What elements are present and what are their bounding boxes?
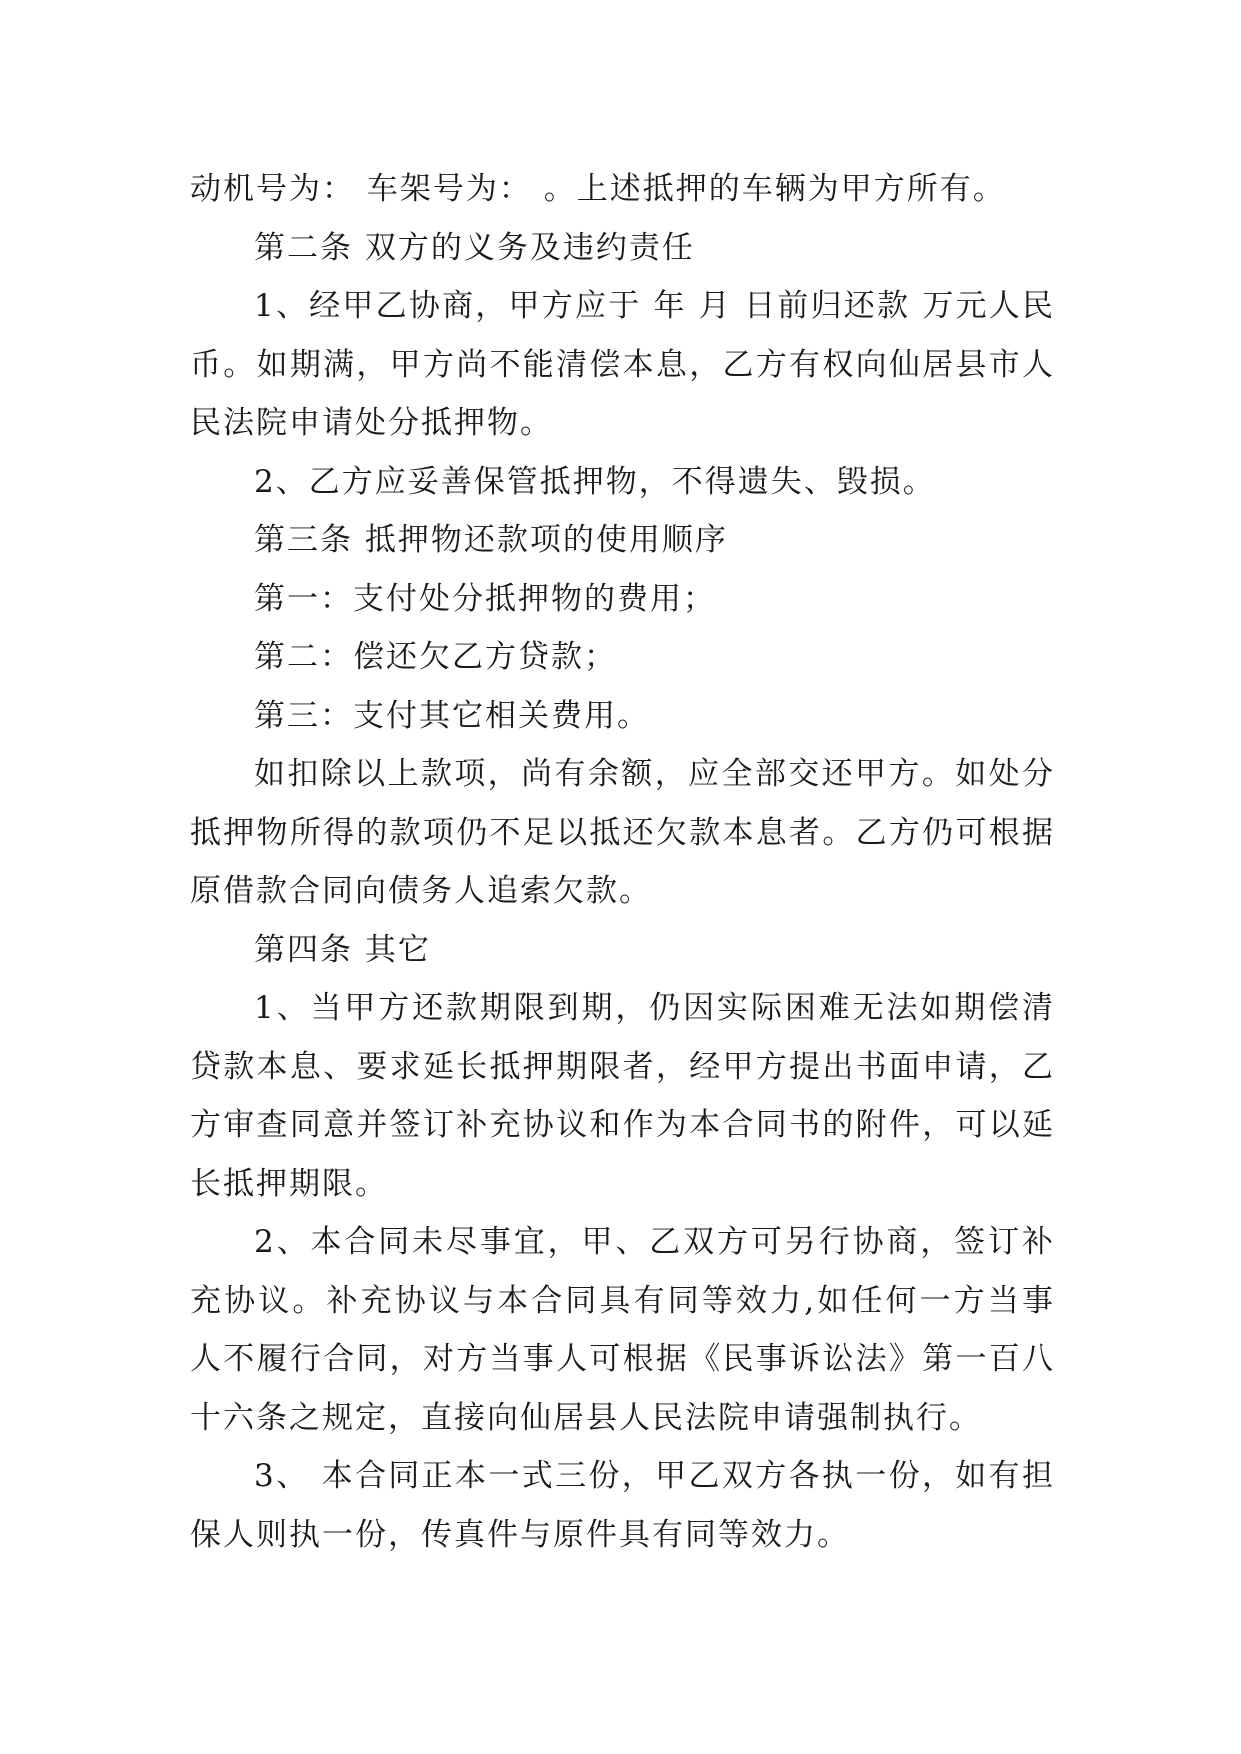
paragraph-article-4-item-2: 2、本合同未尽事宜，甲、乙双方可另行协商，签订补充协议。补充协议与本合同具有同等效力,如任何一方当事人不履行合同，对方当事人可根据《民事诉讼法》第一百八十六条之规定，直接向仙居县人民法院申请强制执行。: [190, 1224, 1055, 1436]
paragraph-article-2-item-2: 2、乙方应妥善保管抵押物，不得遗失、毁损。: [254, 463, 936, 500]
paragraph-article-3-second: 第二：偿还欠乙方贷款；: [254, 639, 617, 675]
heading-article-2: 第二条 双方的义务及违约责任: [254, 229, 695, 266]
heading-article-3: 第三条 抵押物还款项的使用顺序: [254, 522, 728, 558]
paragraph-engine-frame-number: 动机号为： 车架号为： 。上述抵押的车辆为甲方所有。: [190, 171, 1006, 207]
paragraph-article-3-third: 第三：支付其它相关费用。: [254, 697, 650, 734]
paragraph-article-3-first: 第一：支付处分抵押物的费用；: [254, 580, 716, 617]
paragraph-article-4-item-3: 3、 本合同正本一式三份，甲乙双方各执一份，如有担保人则执一份，传真件与原件具有同等效力。: [190, 1458, 1055, 1553]
contract-body: [190, 160, 1055, 1564]
heading-article-4: 第四条 其它: [254, 931, 431, 968]
paragraph-article-4-item-1: 1、当甲方还款期限到期，仍因实际困难无法如期偿清贷款本息、要求延长抵押期限者，经甲方提出书面申请，乙方审查同意并签订补充协议和作为本合同书的附件，可以延长抵押期限。: [190, 990, 1055, 1202]
paragraph-article-3-remainder: 如扣除以上款项，尚有余额，应全部交还甲方。如处分抵押物所得的款项仍不足以抵还欠款本息者。乙方仍可根据原借款合同向债务人追索欠款。: [190, 756, 1055, 909]
paragraph-article-2-item-1: 1、经甲乙协商，甲方应于 年 月 日前归还款 万元人民币。如期满，甲方尚不能清偿本息，乙方有权向仙居县市人民法院申请处分抵押物。: [190, 288, 1055, 441]
